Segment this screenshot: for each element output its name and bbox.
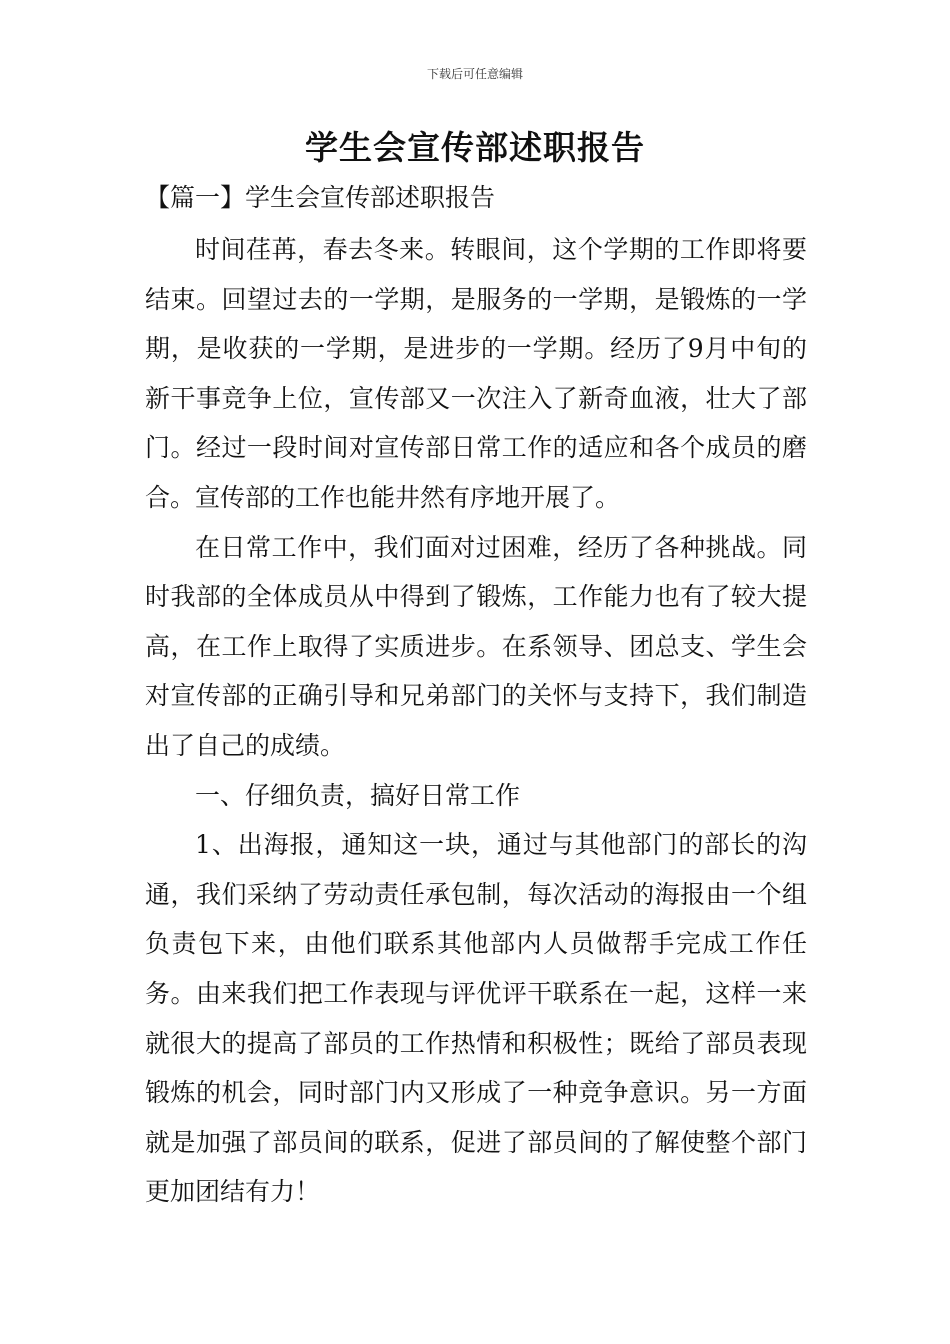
paragraph-posters: 1、出海报，通知这一块，通过与其他部门的部长的沟通，我们采纳了劳动责任承包制，每次活动的海报由一个组负责包下来，由他们联系其他部内人员做帮手完成工作任务。由来我们把工作表现与评优评干联系在一起，这样一来就很大的提高了部员的工作热情和积极性；既给了部员表现锻炼的机会，同时部门内又形成了一种竞争意识。另一方面就是加强了部员间的联系，促进了部员间的了解使整个部门更加团结有力！ bbox=[145, 830, 807, 1207]
header-note: 下载后可任意编辑 bbox=[426, 67, 523, 81]
section-heading: 【篇一】学生会宣传部述职报告 bbox=[145, 183, 496, 212]
document-title: 学生会宣传部述职报告 bbox=[305, 128, 645, 167]
body-text bbox=[145, 225, 807, 1217]
subsection-heading: 一、仔细负责，搞好日常工作 bbox=[195, 780, 521, 810]
paragraph-daily-work: 在日常工作中，我们面对过困难，经历了各种挑战。同时我部的全体成员从中得到了锻炼，工作能力也有了较大提高，在工作上取得了实质进步。在系领导、团总支、学生会对宣传部的正确引导和兄弟部门的关怀与支持下，我们制造出了自己的成绩。 bbox=[145, 532, 807, 760]
paragraph-intro: 时间荏苒，春去冬来。转眼间，这个学期的工作即将要结束。回望过去的一学期，是服务的一学期，是锻炼的一学期，是收获的一学期，是进步的一学期。经历了9月中旬的新干事竞争上位，宣传部又一次注入了新奇血液，壮大了部门。经过一段时间对宣传部日常工作的适应和各个成员的磨合。宣传部的工作也能井然有序地开展了。 bbox=[145, 235, 807, 512]
